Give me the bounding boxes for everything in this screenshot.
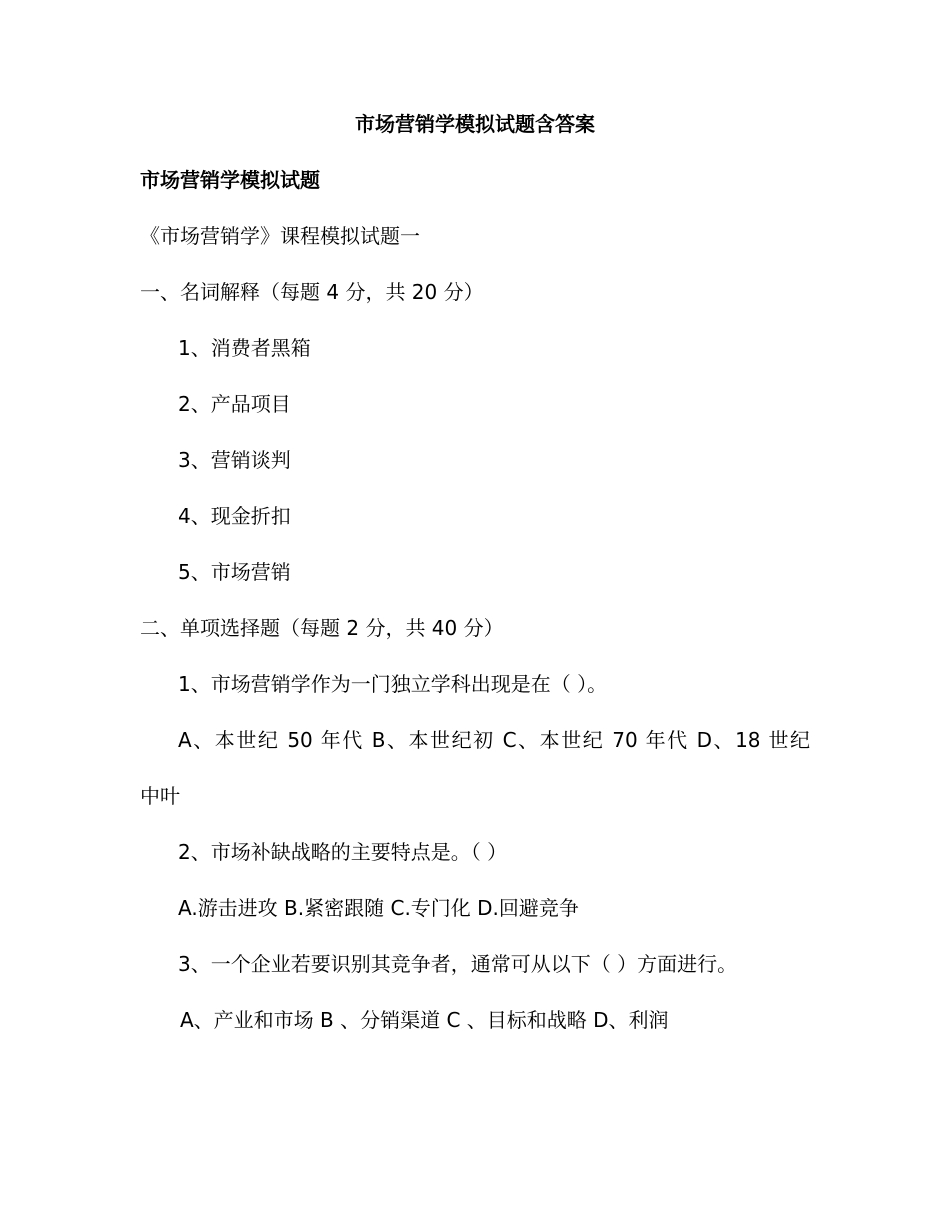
term-item: 4、现金折扣: [178, 504, 291, 528]
course-title: 《市场营销学》课程模拟试题一: [140, 224, 420, 248]
question-stem: 3、一个企业若要识别其竞争者，通常可从以下（ ）方面进行。: [178, 952, 738, 976]
term-item: 2、产品项目: [178, 392, 291, 416]
question-options-continued: 中叶: [140, 784, 180, 808]
term-item: 1、消费者黑箱: [178, 336, 311, 360]
question-options: A、产业和市场 B 、分销渠道 C 、目标和战略 D、利润: [180, 1008, 669, 1032]
section2-heading: 二、单项选择题（每题 2 分，共 40 分）: [140, 616, 504, 640]
term-item: 5、市场营销: [178, 560, 291, 584]
question-stem: 2、市场补缺战略的主要特点是。（ ）: [178, 840, 508, 864]
question-stem: 1、市场营销学作为一门独立学科出现是在（ ）。: [178, 672, 608, 696]
subtitle: 市场营销学模拟试题: [140, 168, 320, 192]
document-title: 市场营销学模拟试题含答案: [355, 112, 595, 136]
question-options: A、本世纪 50 年代 B、本世纪初 C、本世纪 70 年代 D、18 世纪: [178, 728, 810, 752]
question-options: A.游击进攻 B.紧密跟随 C.专门化 D.回避竞争: [178, 896, 579, 920]
section1-heading: 一、名词解释（每题 4 分，共 20 分）: [140, 280, 484, 304]
term-item: 3、营销谈判: [178, 448, 291, 472]
